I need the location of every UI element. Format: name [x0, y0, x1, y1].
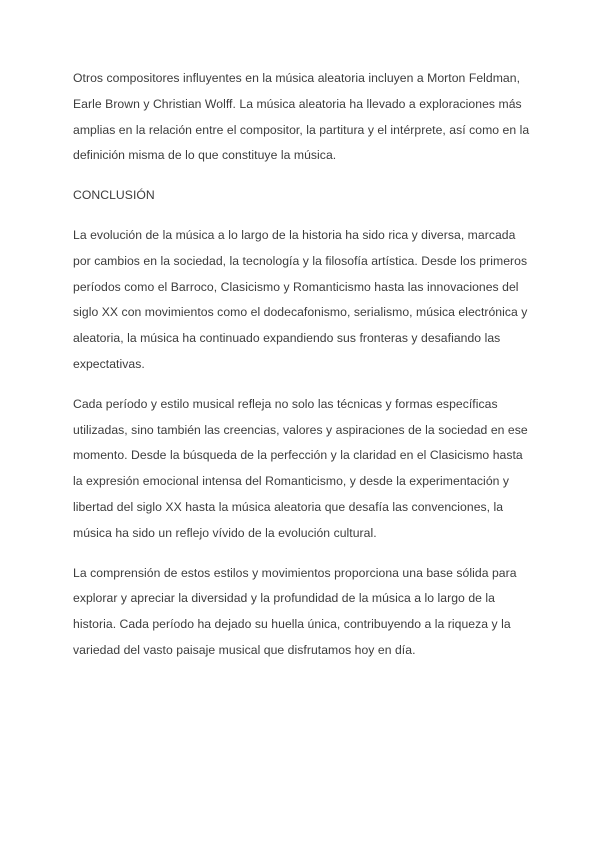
- conclusion-paragraph-3: La comprensión de estos estilos y movimientos proporciona una base sólida para explorar y apreciar la diversidad y la profundidad de la música a lo largo de la historia. Cada período ha dejado su huella única, contribuyendo a la riqueza y la variedad del vasto paisaje musical que disfrutamos hoy en día.: [73, 565, 517, 657]
- document-body: [73, 66, 533, 678]
- conclusion-paragraph-2: Cada período y estilo musical refleja no solo las técnicas y formas específicas utilizadas, sino también las creencias, valores y aspiraciones de la sociedad en ese momento. Desde la búsqueda de la perfección y la claridad en el Clasicismo hasta la expresión emocional intensa del Romanticismo, y desde la experimentación y libertad del siglo XX hasta la música aleatoria que desafía las convenciones, la música ha sido un reflejo vívido de la evolución cultural.: [73, 396, 528, 540]
- conclusion-paragraph-1: La evolución de la música a lo largo de la historia ha sido rica y diversa, marcada por cambios en la sociedad, la tecnología y la filosofía artística. Desde los primeros períodos como el Barroco, Clasicismo y Romanticismo hasta las innovaciones del siglo XX con movimientos como el dodecafonismo, serialismo, música electrónica y aleatoria, la música ha continuado expandiendo sus fronteras y desafiando las expectativas.: [73, 227, 528, 371]
- intro-paragraph: Otros compositores influyentes en la música aleatoria incluyen a Morton Feldman, Earle Brown y Christian Wolff. La música aleatoria ha llevado a exploraciones más amplias en la relación entre el compositor, la partitura y el intérprete, así como en la definición misma de lo que constituye la música.: [73, 71, 530, 163]
- section-heading-conclusion: CONCLUSIÓN: [73, 188, 155, 203]
